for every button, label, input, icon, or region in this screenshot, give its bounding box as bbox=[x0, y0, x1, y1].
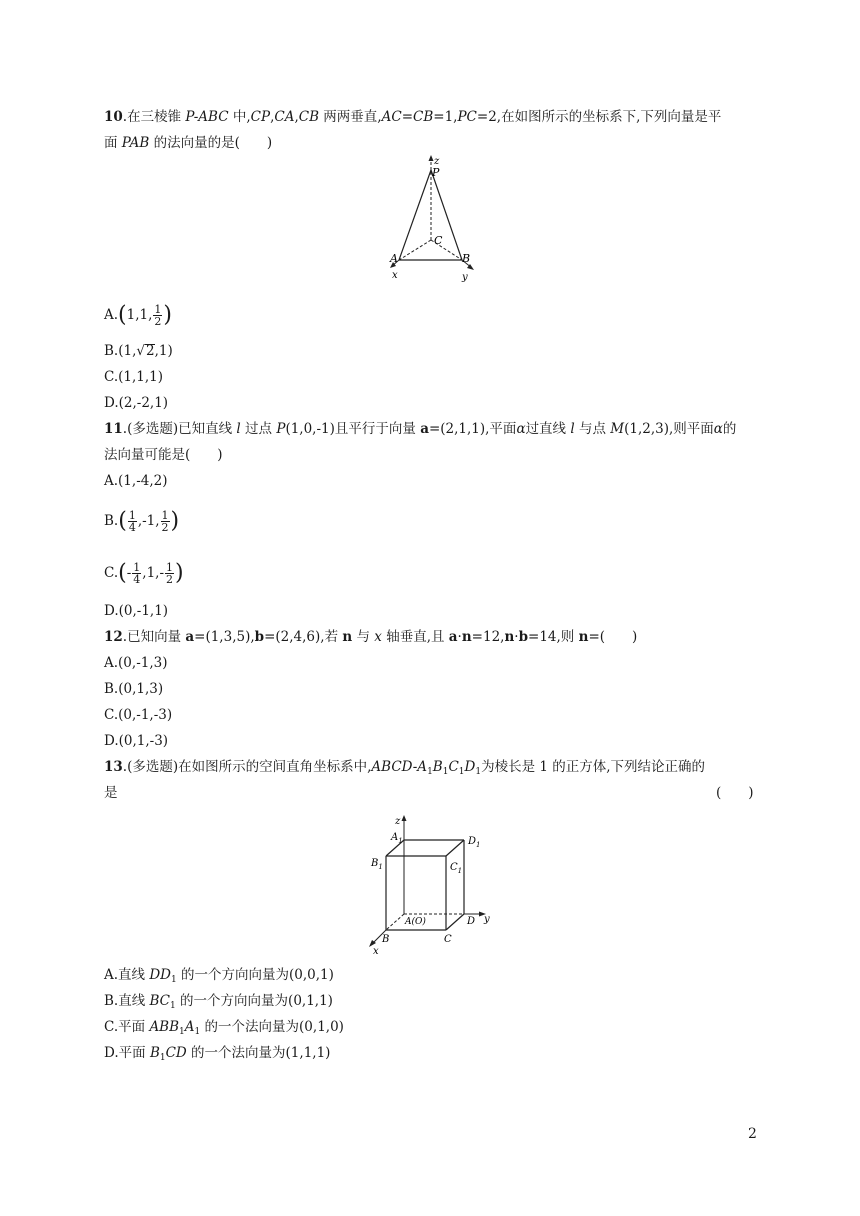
fig13-label-x: x bbox=[373, 946, 379, 954]
fig13-label-z: z bbox=[395, 816, 401, 827]
q13-line1: 13.(多选题)在如图所示的空间直角坐标系中$,ABCD-A_1B_1C_1D_1$为棱长是 1 的正方体,下列结论正确的 bbox=[104, 759, 706, 777]
q11-option-b: B.( $\frac{1}{4}$ ,-1, $\frac{1}{2}$ ) bbox=[104, 508, 180, 534]
q12-option-d: D.(0,1,-3) bbox=[104, 733, 169, 749]
q13-answer-paren: ( ) bbox=[716, 785, 754, 801]
fig10-label-C: C bbox=[434, 234, 443, 247]
fraction: $\frac{1}{2}$ bbox=[154, 303, 162, 328]
q13-option-c: C.平面 $ABB_1A_1$ 的一个法向量为(0,1,0) bbox=[104, 1019, 344, 1037]
q10-option-a: A.(1,1, $\frac{1}{2}$ ) bbox=[104, 302, 172, 328]
q11-line2: 法向量可能是( ) bbox=[104, 447, 223, 463]
fig10-label-z: z bbox=[434, 156, 440, 167]
q11-number: 11 bbox=[104, 421, 123, 437]
fig10-label-x: x bbox=[392, 270, 398, 281]
fig13-label-AO: A(O) bbox=[405, 917, 426, 927]
q10-option-b: B.(1,√2,1) bbox=[104, 343, 173, 359]
fig13-label-C1: $C_1$ bbox=[450, 862, 463, 875]
q13-option-b: B.直线 $BC_1$ 的一个方向向量为(0,1,1) bbox=[104, 993, 333, 1011]
fig13-label-C: C bbox=[444, 934, 452, 945]
fig13-label-D: D bbox=[467, 916, 476, 927]
q10-line1: 10.在三棱锥 P-ABC 中,CP,CA,CB 两两垂直,AC=CB=1,PC=2,在如图所示的坐标系下,下列向量是平 bbox=[104, 109, 722, 125]
fig13-label-B1: $B_1$ bbox=[371, 858, 383, 871]
q11-option-d: D.(0,-1,1) bbox=[104, 603, 169, 619]
q11-option-a: A.(1,-4,2) bbox=[104, 473, 168, 489]
fig13-label-D1: $D_1$ bbox=[468, 836, 481, 849]
q13-cube-figure bbox=[360, 810, 510, 954]
q12-number: 12 bbox=[104, 629, 123, 645]
q13-number: 13 bbox=[104, 759, 123, 775]
q12-line1: 12.已知向量 a=(1,3,5),b=(2,4,6),若 n 与 x 轴垂直,且 a·n=12,n·b=14,则 n=( ) bbox=[104, 629, 638, 645]
q10-option-c: C.(1,1,1) bbox=[104, 369, 164, 385]
q10-number: 10 bbox=[104, 109, 123, 125]
fig10-label-y: y bbox=[462, 272, 468, 283]
q10-tetrahedron-figure bbox=[378, 152, 488, 284]
q13-line2: 是 bbox=[104, 785, 118, 801]
q11-line1: 11.(多选题)已知直线 l 过点 P(1,0,-1)且平行于向量 a=(2,1,1),平面α过直线 l 与点 M(1,2,3),则平面α的 bbox=[104, 421, 737, 437]
q13-option-d: D.平面 $B_1CD$ 的一个法向量为(1,1,1) bbox=[104, 1045, 331, 1063]
fig10-label-P: P bbox=[432, 166, 440, 179]
fig10-label-B: B bbox=[462, 252, 471, 265]
fig13-label-A1: $A_1$ bbox=[391, 832, 403, 845]
q11-option-c: C.(- $\frac{1}{4}$ ,1,- $\frac{1}{2}$ ) bbox=[104, 560, 184, 586]
fig13-label-B: B bbox=[382, 934, 390, 945]
q13-option-a: A.直线 $DD_1$ 的一个方向向量为(0,0,1) bbox=[104, 967, 334, 985]
fig13-label-y: y bbox=[484, 914, 490, 925]
q10-option-d: D.(2,-2,1) bbox=[104, 395, 169, 411]
q12-option-b: B.(0,1,3) bbox=[104, 681, 164, 697]
fig10-label-A: A bbox=[390, 252, 398, 265]
q12-option-c: C.(0,-1,-3) bbox=[104, 707, 173, 723]
page-number: 2 bbox=[748, 1126, 757, 1142]
q10-line2: 面 PAB 的法向量的是( ) bbox=[104, 135, 273, 151]
q12-option-a: A.(0,-1,3) bbox=[104, 655, 168, 671]
